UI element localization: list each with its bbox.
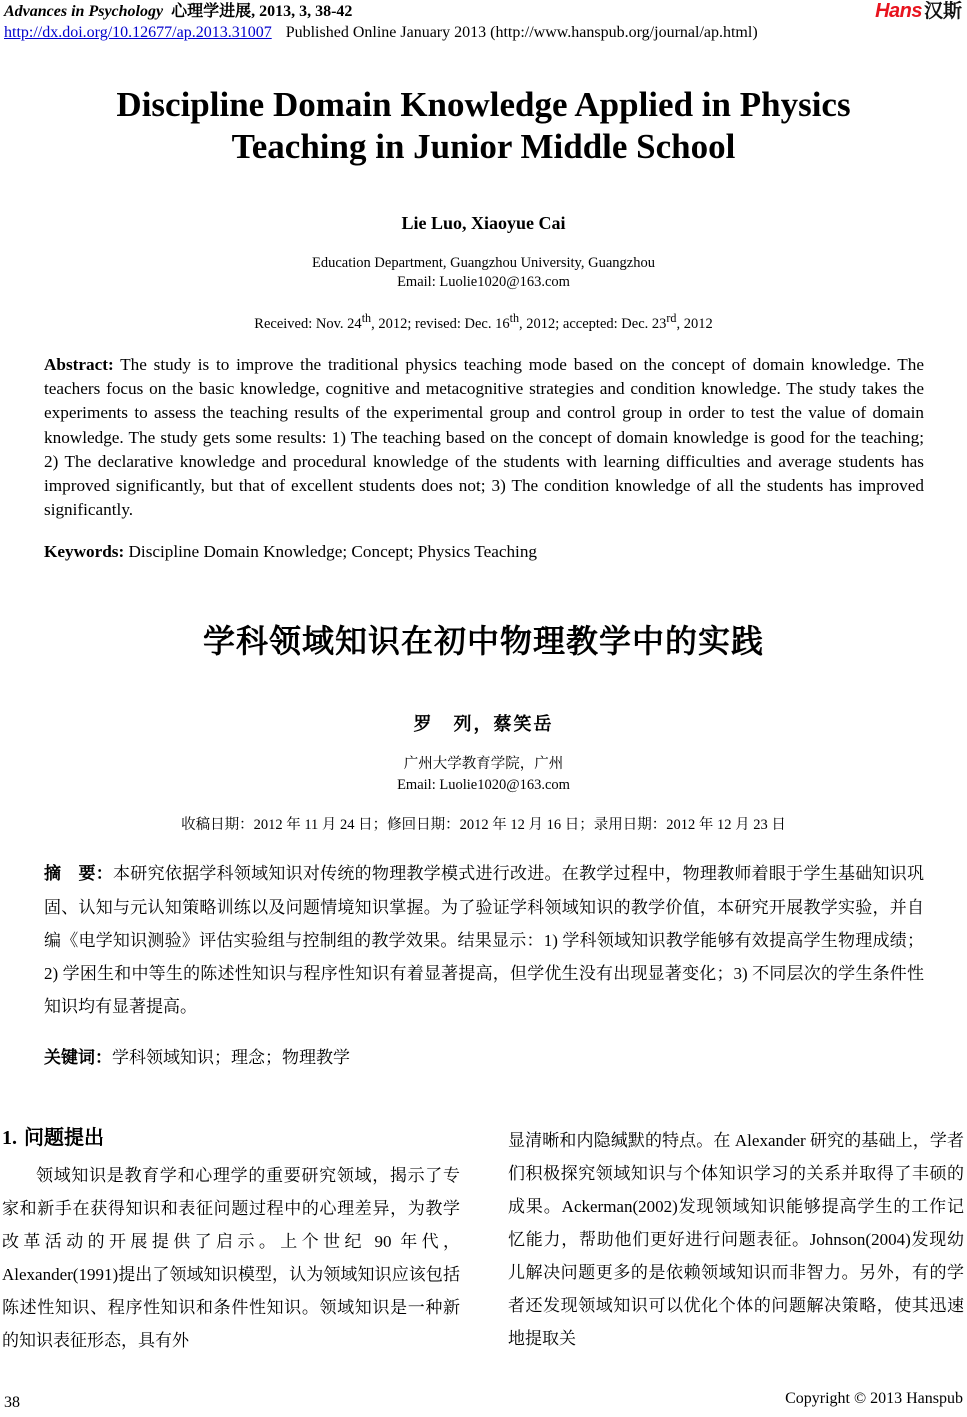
paragraph-right: 显清晰和内隐缄默的特点。在 Alexander 研究的基础上，学者们积极探究领域知识与个体知识学习的关系并取得了丰硕的成果。Ackerman(2002)发现领域知识能够提高学生的工作记忆能力，帮助他们更好进行问题表征。Johnson(2004)发现幼儿解决问题更多的是依赖领域知识而非智力。另外，有的学者还发现领域知识可以优化个体的问题解决策略，使其迅速地提取关 (508, 1131, 964, 1348)
authors-cn: 罗 列，蔡笑岳 (413, 714, 554, 734)
keywords-cn (44, 1043, 350, 1068)
doi-link[interactable]: http://dx.doi.org/10.12677/ap.2013.31007 (4, 24, 272, 41)
dates-cn: 收稿日期：2012 年 11 月 24 日；修回日期：2012 年 12 月 16 日；录用日期：2012 年 12 月 23 日 (181, 817, 786, 833)
logo-text-cn: 汉斯 (923, 1, 962, 22)
section-number: 1. (2, 1127, 17, 1149)
keywords-label: Keywords: (44, 542, 125, 561)
section-heading (2, 1120, 460, 1155)
journal-name: Advances in Psychology (4, 3, 164, 20)
accepted-sup: rd (666, 311, 677, 325)
logo-text-en: Hans (875, 0, 922, 22)
abstract-en (44, 353, 924, 522)
title-line-1: Discipline Domain Knowledge Applied in Physics (116, 85, 851, 124)
paragraph-left: 领域知识是教育学和心理学的重要研究领域，揭示了专家和新手在获得知识和表征问题过程中的心理差异，为教学改革活动的开展提供了启示。上个世纪 90 年代，Alexander(1991)提出了领域知识模型，认为领域知识应该包括陈述性知识、程序性知识和条件性知识。领域知识是一种新的知识表征形态，具有外 (2, 1166, 460, 1350)
page-number: 38 (4, 1394, 20, 1411)
abstract-cn-label: 摘 要： (44, 864, 114, 884)
dates-en (0, 311, 967, 333)
published-online: Published Online January 2013 (http://www.hanspub.org/journal/ap.html) (285, 24, 758, 41)
keywords-en (44, 542, 537, 562)
revised-date: , 2012; revised: Dec. 16 (371, 315, 510, 332)
journal-header (4, 2, 352, 22)
hans-logo (875, 0, 962, 23)
title-line-2: Teaching in Junior Middle School (231, 127, 736, 166)
keywords-cn-text: 学科领域知识；理念；物理教学 (112, 1048, 350, 1067)
abstract-text: The study is to improve the traditional physics teaching mode based on the concept of domain knowledge. The teachers focus on the basic knowledge, cognitive and metacognitive strategies and condition knowledge. The study takes the experiments to assess the teaching results of the experimental group and control group in order to test the value of domain knowledge. The study gets some results: 1) The teaching based on the concept of domain knowledge is good for the teaching; 2) The declarative knowledge and procedural knowledge of the students with learning difficulties and average students has improved significantly, but that of excellent students does not; 3) The condition knowledge of all the students has improved significantly. (44, 355, 924, 520)
keywords-cn-label: 关键词： (44, 1048, 112, 1068)
email-cn: Email: Luolie1020@163.com (397, 777, 570, 793)
abstract-cn (44, 857, 924, 1023)
affiliation-cn-text: 广州大学教育学院，广州 (403, 756, 564, 772)
affiliation-text: Education Department, Guangzhou University, Guangzhou (312, 255, 655, 271)
dates-suffix: , 2012 (676, 315, 713, 332)
abstract-cn-text: 本研究依据学科领域知识对传统的物理教学模式进行改进。在教学过程中，物理教师着眼于学生基础知识巩固、认知与元认知策略训练以及问题情境知识掌握。为了验证学科领域知识的教学价值，本研究开展教学实验，并自编《电学知识测验》评估实验组与控制组的教学效果。结果显示：1) 学科领域知识教学能够有效提高学生物理成绩；2) 学困生和中等生的陈述性知识与程序性知识有着显著提高，但学优生没有出现显著变化；3) 不同层次的学生条件性知识均有显著提高。 (44, 864, 925, 1016)
keywords-text: Discipline Domain Knowledge; Concept; Physics Teaching (128, 542, 538, 561)
affiliation-en (0, 254, 967, 292)
body-left-column (2, 1120, 460, 1357)
paper-title-cn: 学科领域知识在初中物理教学中的实践 (202, 622, 764, 660)
email-en: Email: Luolie1020@163.com (397, 274, 570, 290)
revised-sup: th (509, 311, 520, 325)
accepted-date: , 2012; accepted: Dec. 23 (519, 315, 667, 332)
authors-en: Lie Luo, Xiaoyue Cai (401, 213, 566, 233)
abstract-label: Abstract: (44, 355, 114, 374)
affiliation-cn (0, 754, 967, 796)
journal-volume-info: 心理学进展, 2013, 3, 38-42 (171, 3, 353, 20)
body-right-column (508, 1124, 964, 1355)
publication-line (4, 23, 758, 43)
section-title: 问题提出 (23, 1125, 104, 1149)
paper-title-en (0, 84, 967, 168)
received-sup: th (361, 311, 372, 325)
copyright: Copyright © 2013 Hanspub (785, 1390, 963, 1407)
received-date: Received: Nov. 24 (254, 315, 362, 332)
